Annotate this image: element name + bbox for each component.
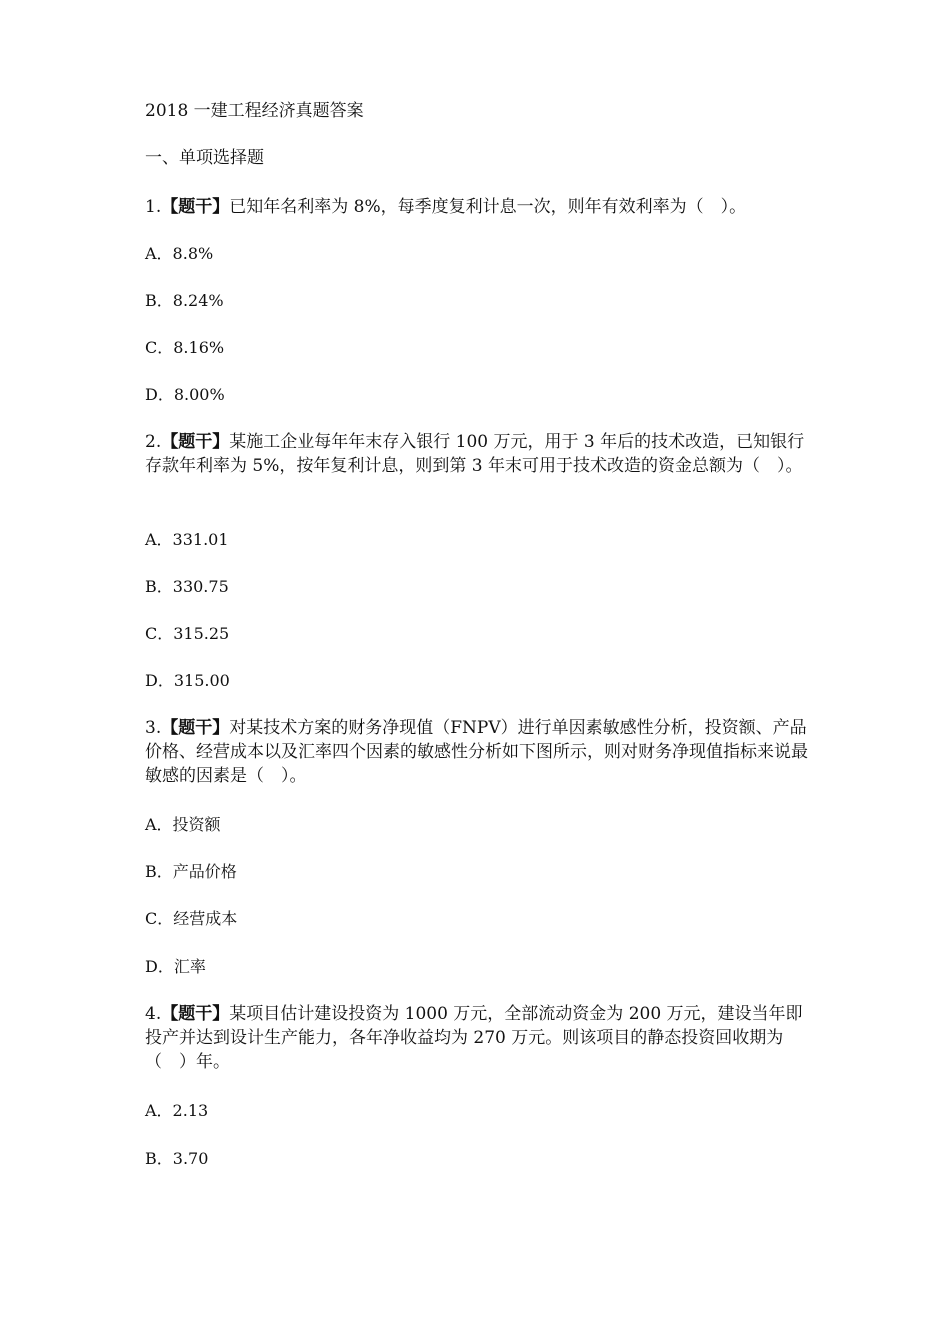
- question-text: 某项目估计建设投资为 1000 万元，全部流动资金为 200 万元，建设当年即投产并达到设计生产能力，各年净收益均为 270 万元。则该项目的静态投资回收期为（ ）年。: [145, 1004, 803, 1072]
- question-2-option-b: B．330.75: [145, 577, 229, 596]
- question-4-option-a: A．2.13: [145, 1101, 209, 1120]
- question-1-option-a: A．8.8%: [145, 244, 214, 263]
- question-3-option-a: A．投资额: [145, 815, 221, 834]
- question-text: 已知年名利率为 8%，每季度复利计息一次，则年有效利率为（ ）。: [229, 197, 747, 217]
- question-tag: 【题干】: [161, 718, 230, 738]
- question-1-stem: [145, 195, 810, 219]
- question-number: 4.: [145, 1004, 162, 1024]
- question-text: 某施工企业每年年末存入银行 100 万元，用于 3 年后的技术改造，已知银行存款年利率为 5%，按年复利计息，则到第 3 年末可用于技术改造的资金总额为（ ）。: [145, 432, 805, 476]
- question-2-option-d: D．315.00: [145, 671, 230, 690]
- question-4-option-b: B．3.70: [145, 1149, 209, 1168]
- question-2-option-c: C．315.25: [145, 624, 230, 643]
- question-tag: 【题干】: [161, 197, 230, 217]
- question-3-option-c: C．经营成本: [145, 909, 238, 928]
- question-3-option-d: D．汇率: [145, 957, 206, 976]
- document-title: 2018 一建工程经济真题答案: [145, 101, 364, 121]
- question-text: 对某技术方案的财务净现值（FNPV）进行单因素敏感性分析，投资额、产品价格、经营成本以及汇率四个因素的敏感性分析如下图所示，则对财务净现值指标来说最敏感的因素是（ ）。: [145, 718, 808, 786]
- question-1-option-c: C．8.16%: [145, 338, 225, 357]
- question-number: 2.: [145, 432, 162, 452]
- question-tag: 【题干】: [161, 1004, 230, 1024]
- question-2-stem: [145, 430, 810, 478]
- question-number: 3.: [145, 718, 162, 738]
- question-1-option-b: B．8.24%: [145, 291, 224, 310]
- question-4-stem: [145, 1002, 810, 1074]
- section-heading: 一、单项选择题: [145, 148, 264, 168]
- question-number: 1.: [145, 197, 162, 217]
- question-3-stem: [145, 716, 810, 788]
- question-tag: 【题干】: [161, 432, 230, 452]
- question-1-option-d: D．8.00%: [145, 385, 225, 404]
- question-3-option-b: B．产品价格: [145, 862, 237, 881]
- question-2-option-a: A．331.01: [145, 530, 229, 549]
